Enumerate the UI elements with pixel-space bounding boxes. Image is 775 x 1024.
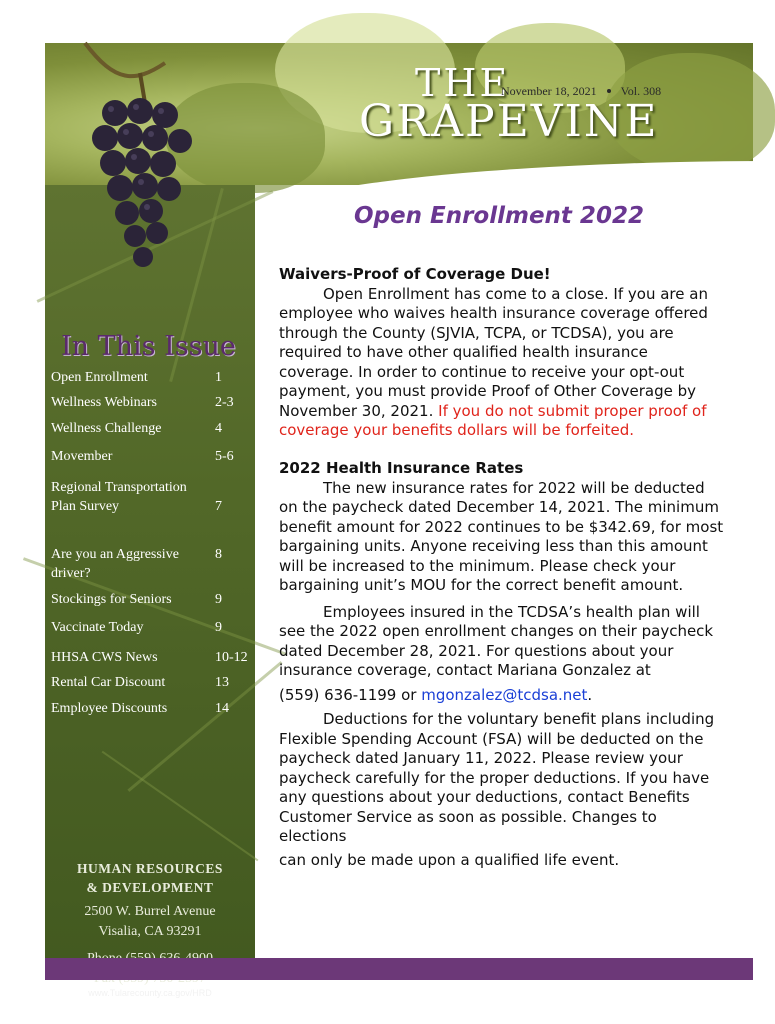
masthead-the: THE (415, 61, 511, 105)
toc-label: Regional Transportation Plan Survey (51, 480, 187, 514)
toc-label: Open Enrollment (51, 370, 148, 385)
department-address (45, 902, 255, 942)
footer-bar (45, 958, 753, 980)
rates-paragraph-3: Deductions for the voluntary benefit plans including Flexible Spending Account (FSA) will be deducted on the paycheck dated January 11, 2022. Please review your paycheck carefully for the proper deductions. If you have any questions about your deductions, contact Benefits Customer Service as soon as possible. Changes to elections (279, 710, 715, 845)
toc-page: 9 (215, 620, 222, 635)
toc-label: Are you an Aggressive driver? (51, 547, 179, 581)
contact-line (279, 686, 727, 706)
toc-label: Movember (51, 449, 113, 464)
toc-label: HHSA CWS News (51, 650, 158, 665)
department-website[interactable]: www.Tularecounty.ca.gov/HRD (88, 988, 212, 998)
toc-label: Wellness Challenge (51, 421, 162, 436)
toc-page: 8 (215, 547, 222, 562)
issue-volume: Vol. 308 (620, 84, 662, 98)
rates-paragraph-4: can only be made upon a qualified life event. (279, 850, 620, 869)
toc-page: 5-6 (215, 449, 234, 464)
toc-page: 10-12 (215, 650, 248, 665)
rates-paragraph-2: Employees insured in the TCDSA’s health plan will see the 2022 open enrollment changes on their paycheck dated December 28, 2021. For questions about your insurance coverage, contact Mariana Gonzalez at (279, 602, 714, 679)
contact-phone: (559) 636-1199 or (279, 685, 422, 704)
toc-page: 7 (215, 499, 222, 514)
address-line2: Visalia, CA 93291 (98, 924, 202, 939)
newsletter-page (45, 43, 753, 998)
email-link[interactable]: mgonzalez@tcdsa.net (421, 685, 588, 704)
section-rates-title: 2022 Health Insurance Rates (279, 459, 524, 477)
toc-page: 14 (215, 701, 229, 716)
toc-label: Employee Discounts (51, 701, 168, 716)
waivers-text: Open Enrollment has come to a close. If you are an employee who waives health insurance coverage offered through the County (SJVIA, TCPA, or TCDSA), you are required to have other qualified health insurance coverage. In order to continue to receive your opt-out payment, you must provide Proof of Other Coverage by November 30, 2021. (279, 284, 708, 420)
section-rates (279, 459, 727, 870)
toc-page: 4 (215, 421, 222, 436)
email-suffix: . (587, 685, 593, 704)
toc-label: Wellness Webinars (51, 395, 157, 410)
address-line1: 2500 W. Burrel Avenue (84, 904, 216, 919)
masthead-title: GRAPEVINE (359, 96, 659, 147)
toc-label: Vaccinate Today (51, 620, 144, 635)
rates-paragraph-1: The new insurance rates for 2022 will be deducted on the paycheck dated December 14, 2021. The minimum benefit amount for 2022 continues to be $342.69, for most bargaining units. Anyone receiving less than this amount will be increased to the minimum. Please check your bargaining unit’s MOU for the correct benefit amount. (279, 478, 724, 594)
toc-page: 13 (215, 675, 229, 690)
section-waivers-body (279, 285, 727, 441)
forfeit-warning: If you do not submit proper proof of coverage your benefits dollars will be forfeited. (279, 401, 707, 439)
section-waivers-title: Waivers-Proof of Coverage Due! (279, 265, 551, 283)
toc-page: 1 (215, 370, 222, 385)
department-line2: & DEVELOPMENT (86, 880, 214, 895)
grape-cluster-image (45, 43, 245, 373)
toc-label: Stockings for Seniors (51, 592, 172, 607)
section-waivers (279, 265, 727, 441)
toc-page: 9 (215, 592, 222, 607)
issue-date: November 18, 2021 (501, 84, 597, 98)
bullet-icon (607, 89, 611, 93)
department-line1: HUMAN RESOURCES (77, 861, 223, 876)
department-name (45, 859, 255, 897)
in-this-issue-title: In This Issue (61, 331, 236, 362)
toc-label: Rental Car Discount (51, 675, 166, 690)
toc-page: 2-3 (215, 395, 234, 410)
article-headline: Open Enrollment 2022 (354, 203, 644, 229)
issue-meta (501, 84, 661, 99)
